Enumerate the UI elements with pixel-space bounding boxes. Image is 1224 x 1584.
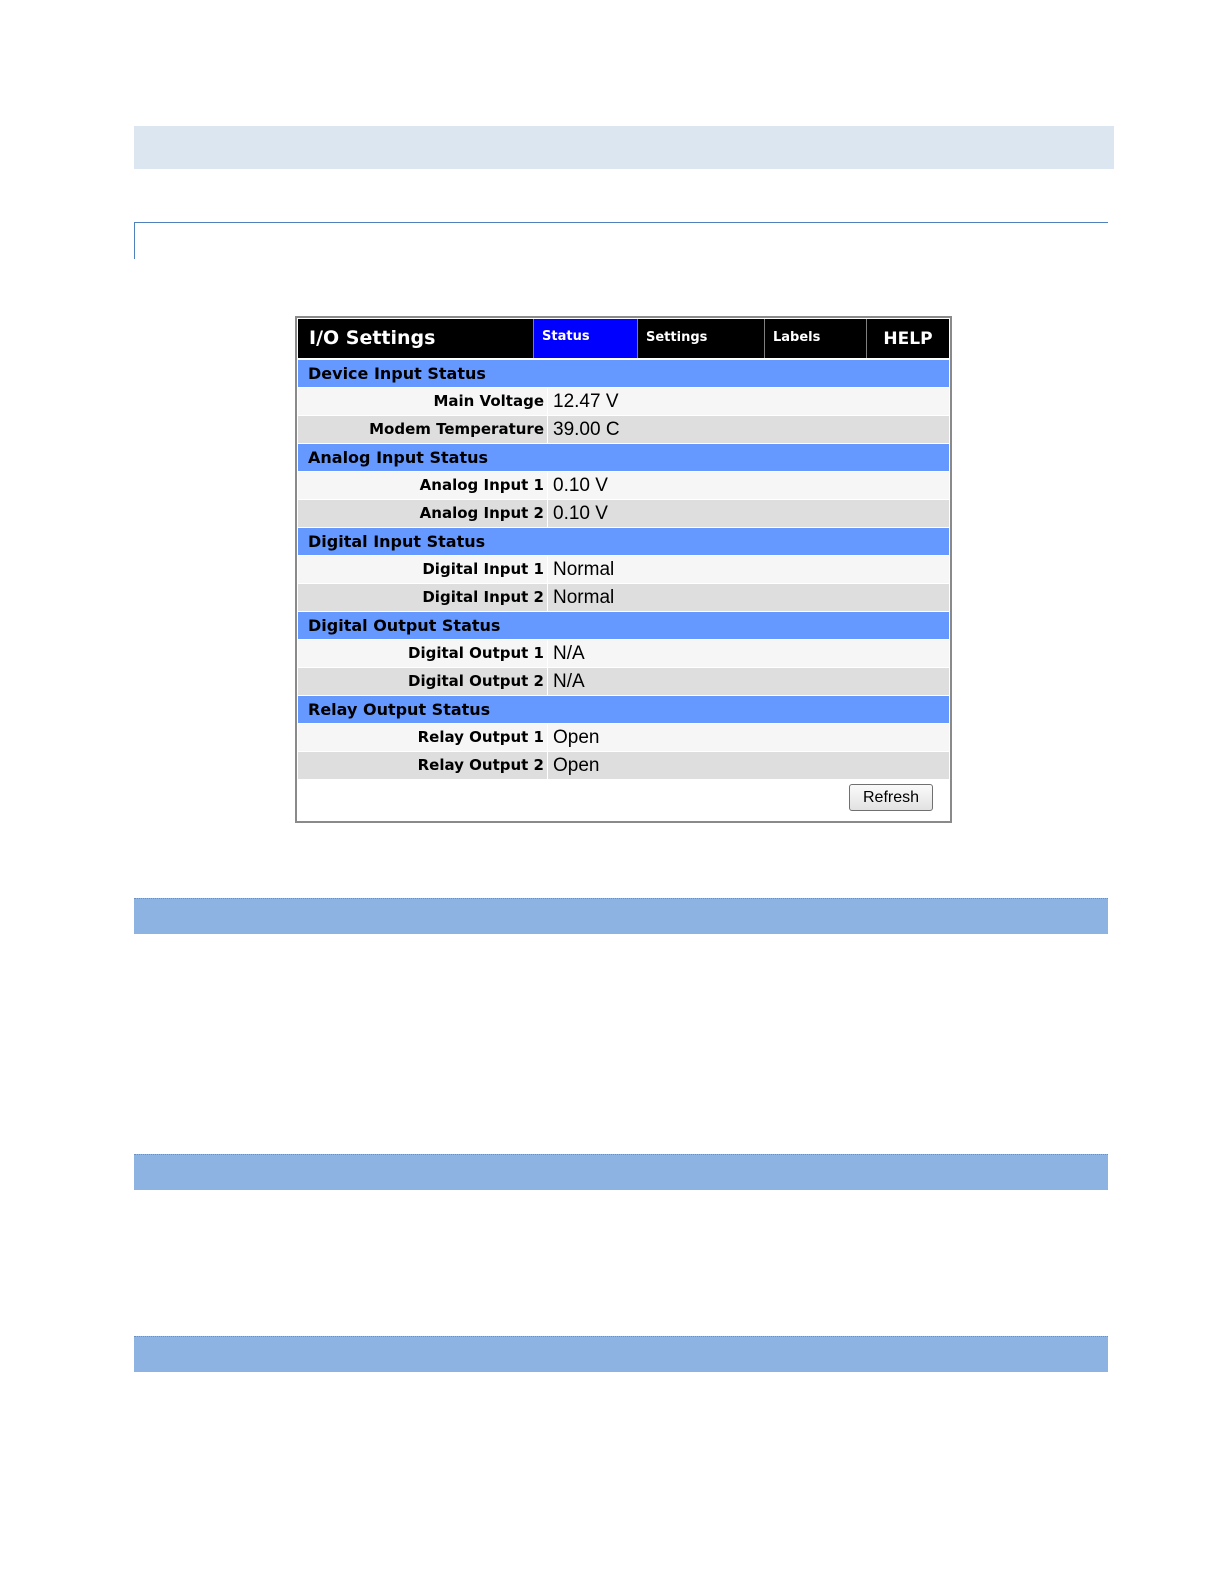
status-table [298,360,949,780]
row-label: Main Voltage [298,388,548,415]
row-label: Relay Output 2 [298,752,548,779]
table-row [298,752,949,779]
row-label: Modem Temperature [298,416,548,443]
io-settings-panel [295,316,952,823]
document-section-band [134,1154,1108,1190]
row-label: Analog Input 1 [298,472,548,499]
section-header-digital-output: Digital Output Status [298,612,949,639]
document-section-band [134,898,1108,934]
table-row [298,500,949,527]
section-header-device-input: Device Input Status [298,360,949,387]
row-label: Digital Output 1 [298,640,548,667]
row-label: Digital Output 2 [298,668,548,695]
row-value: Open [553,755,600,776]
table-row [298,724,949,751]
table-row [298,472,949,499]
table-row [298,556,949,583]
tab-status[interactable]: Status [534,319,638,358]
row-label: Relay Output 1 [298,724,548,751]
section-header-relay-output: Relay Output Status [298,696,949,723]
row-label: Digital Input 2 [298,584,548,611]
row-value: N/A [553,671,585,692]
section-header-digital-input: Digital Input Status [298,528,949,555]
document-header-band [134,126,1114,169]
table-row [298,416,949,443]
row-value: Normal [553,559,615,580]
row-value: N/A [553,643,585,664]
row-value: 12.47 V [553,391,619,412]
refresh-button[interactable]: Refresh [849,784,933,811]
table-row [298,668,949,695]
table-row [298,584,949,611]
tab-help[interactable]: HELP [883,329,933,349]
table-row [298,388,949,415]
row-value: 0.10 V [553,503,608,524]
document-section-band [134,1336,1108,1372]
table-row [298,640,949,667]
tab-settings[interactable]: Settings [638,319,765,358]
row-value: 39.00 C [553,419,620,440]
row-value: Open [553,727,600,748]
section-header-analog-input: Analog Input Status [298,444,949,471]
tab-labels[interactable]: Labels [765,319,867,358]
row-label: Analog Input 2 [298,500,548,527]
document-heading-rule [134,222,1108,259]
tab-bar [298,319,949,358]
row-value: 0.10 V [553,475,608,496]
panel-title: I/O Settings [298,319,534,358]
row-label: Digital Input 1 [298,556,548,583]
row-value: Normal [553,587,615,608]
